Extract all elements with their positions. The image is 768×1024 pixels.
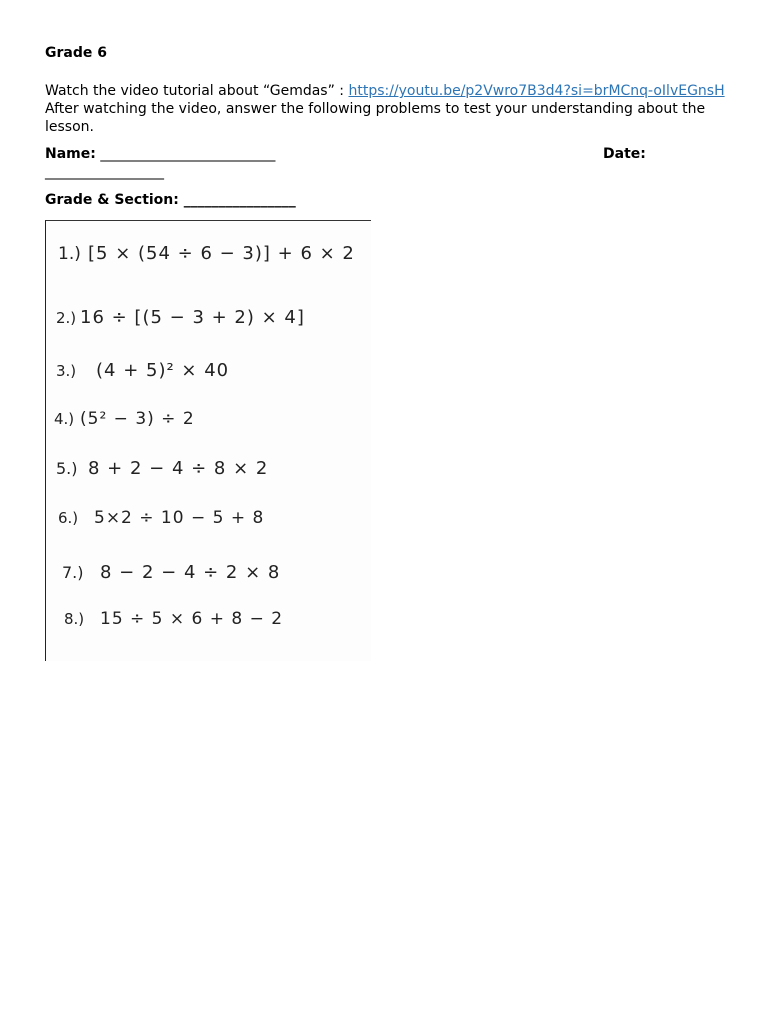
problem-number: 5.)	[56, 459, 78, 478]
problem-number: 1.)	[58, 244, 81, 264]
problem-number: 3.)	[56, 362, 77, 380]
date-blank: _________________	[45, 164, 164, 180]
grade-heading: Grade 6	[45, 45, 107, 61]
section-label: Grade & Section:	[45, 192, 179, 208]
problem-expression: [5 × (54 ÷ 6 − 3)] + 6 × 2	[88, 243, 355, 264]
name-label: Name:	[45, 146, 96, 162]
name-date-row	[45, 146, 735, 180]
watch-text: Watch the video tutorial about “Gemdas” :	[45, 83, 349, 99]
handwritten-problems-image	[45, 220, 371, 661]
problem-number: 2.)	[56, 309, 77, 327]
video-link[interactable]: https://youtu.be/p2Vwro7B3d4?si=brMCnq-oIlvEGnsH	[348, 83, 725, 99]
name-blank: _________________________	[100, 146, 276, 162]
intro-paragraph	[45, 82, 735, 136]
problem-expression: 16 ÷ [(5 − 3 + 2) × 4]	[80, 307, 305, 328]
problem-expression: 5×2 ÷ 10 − 5 + 8	[94, 508, 265, 528]
problem-number: 4.)	[54, 410, 75, 428]
section-blank: ________________	[183, 192, 296, 208]
problem-expression: 8 + 2 − 4 ÷ 8 × 2	[88, 458, 269, 479]
problem-expression: 15 ÷ 5 × 6 + 8 − 2	[100, 609, 284, 629]
problem-expression: 8 − 2 − 4 ÷ 2 × 8	[100, 562, 281, 583]
after-text: After watching the video, answer the following problems to test your understanding about the lesson.	[45, 101, 706, 135]
problem-expression: (4 + 5)² × 40	[96, 360, 230, 381]
problem-number: 7.)	[62, 563, 84, 582]
grade-section-field	[45, 192, 296, 208]
problems-svg	[46, 221, 371, 661]
problem-number: 6.)	[58, 509, 79, 527]
problem-number: 8.)	[64, 610, 85, 628]
date-label: Date:	[603, 146, 646, 162]
problem-expression: (5² − 3) ÷ 2	[80, 409, 195, 429]
